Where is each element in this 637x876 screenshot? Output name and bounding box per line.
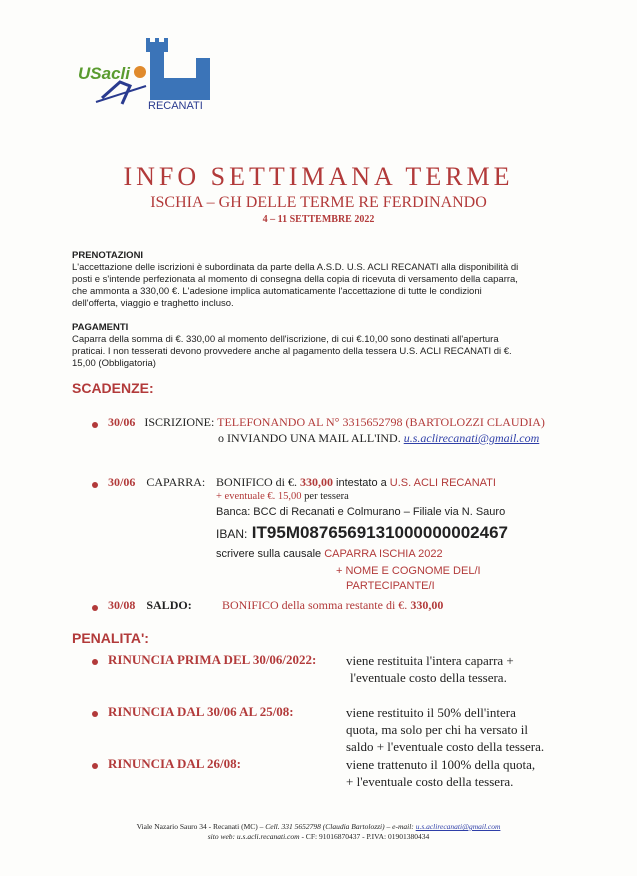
- penalita-label: RINUNCIA PRIMA DEL 30/06/2022:: [108, 652, 317, 667]
- pagamenti-heading: PAGAMENTI: [72, 322, 129, 333]
- pagamenti-line: Caparra della somma di €. 330,00 al momento dell'iscrizione, di cui €.10,00 sono destinati all'apertura: [72, 334, 499, 345]
- caparra-amount: 330,00: [300, 475, 334, 489]
- iscrizione-email-link[interactable]: u.s.aclirecanati@gmail.com: [403, 431, 540, 445]
- footer-cf: - CF: 91016870437: [301, 832, 361, 841]
- saldo-amount: 330,00: [410, 598, 444, 612]
- bullet-icon: [92, 711, 98, 717]
- footer-piva: - P.IVA: 01901380434: [362, 832, 430, 841]
- bullet-icon: [92, 605, 98, 611]
- footer-address: Viale Nazario Sauro 34 - Recanati (MC) –: [136, 822, 264, 831]
- iscrizione-row-2: [218, 431, 539, 446]
- saldo-date: 30/08: [108, 598, 136, 612]
- footer-line-2: [0, 832, 637, 841]
- caparra-tessera: [216, 491, 349, 502]
- penalita-desc-line: quota, ma solo per chi ha versato il: [346, 722, 528, 737]
- page-title: INFO SETTIMANA TERME: [123, 162, 514, 191]
- saldo-text-prefix: BONIFICO della somma restante di €.: [222, 598, 408, 612]
- penalita-label: RINUNCIA DAL 30/06 AL 25/08:: [108, 704, 294, 719]
- penalita-desc-line: l'eventuale costo della tessera.: [350, 670, 507, 685]
- caparra-causale-row: [216, 548, 443, 560]
- subtitle: ISCHIA – GH DELLE TERME RE FERDINANDO: [150, 194, 487, 211]
- scadenze-heading: SCADENZE:: [72, 380, 154, 396]
- caparra-bonifico-prefix: BONIFICO di €.: [216, 475, 298, 489]
- penalita-desc: [346, 756, 535, 790]
- pagamenti-line: praticai. I non tesserati devono provvedere anche al pagamento della tessera U.S. ACLI RECANATI di €.: [72, 346, 512, 357]
- caparra-iban-label: IBAN:: [216, 527, 248, 541]
- caparra-date: 30/06: [108, 475, 136, 489]
- iscrizione-row: [108, 415, 545, 430]
- prenotazioni-line: che ammonta a 330,00 €. L'adesione implica automaticamente l'accettazione di tutte le condizioni: [72, 286, 482, 297]
- bullet-icon: [92, 422, 98, 428]
- caparra-causale-prefix: scrivere sulla causale: [216, 548, 322, 560]
- prenotazioni-line: L'accettazione delle iscrizioni è subordinata da parte della A.S.D. U.S. ACLI RECANATI alla disponibilità di: [72, 262, 519, 273]
- footer-email-link[interactable]: u.s.aclirecanati@gmail.com: [415, 822, 501, 831]
- caparra-causale-2: + NOME E COGNOME DEL/I: [336, 565, 481, 577]
- iscrizione-label: ISCRIZIONE:: [144, 415, 215, 429]
- caparra-iban-row: [216, 523, 508, 543]
- bullet-icon: [92, 659, 98, 665]
- bullet-icon: [92, 763, 98, 769]
- penalita-desc-line: viene restituito il 50% dell'intera: [346, 705, 516, 720]
- penalita-desc: [346, 652, 514, 686]
- dates: 4 – 11 SETTEMBRE 2022: [262, 214, 375, 225]
- footer-line-1: [0, 822, 637, 831]
- caparra-tessera-suffix: per tessera: [304, 491, 349, 502]
- caparra-row: [108, 475, 205, 490]
- caparra-bonifico: [216, 475, 496, 490]
- saldo-row: [108, 598, 192, 613]
- caparra-causale: CAPARRA ISCHIA 2022: [324, 548, 443, 560]
- saldo-label: SALDO:: [146, 598, 192, 612]
- prenotazioni-line: dell'offerta, viaggio e traghetto incluso.: [72, 298, 234, 309]
- iscrizione-date: 30/06: [108, 415, 136, 429]
- penalita-heading: PENALITA':: [72, 630, 149, 646]
- logo-brand: USacli: [78, 64, 130, 83]
- iscrizione-text: TELEFONANDO AL N° 3315652798 (BARTOLOZZI CLAUDIA): [217, 415, 545, 429]
- footer-cell: Cell. 331 5652798 (Claudia Bartolozzi): [265, 822, 385, 831]
- penalita-label: RINUNCIA DAL 26/08:: [108, 756, 241, 771]
- prenotazioni-section: [72, 250, 572, 310]
- bullet-icon: [92, 482, 98, 488]
- caparra-intestato: intestato a: [336, 477, 387, 489]
- prenotazioni-line: posti e s'intende perfezionata al momento di consegna della copia di ricevuta di versamento della caparra,: [72, 274, 518, 285]
- caparra-banca: Banca: BCC di Recanati e Colmurano – Filiale via N. Sauro: [216, 506, 506, 518]
- penalita-desc-line: saldo + l'eventuale costo della tessera.: [346, 739, 545, 754]
- caparra-label: CAPARRA:: [146, 475, 206, 489]
- penalita-desc-line: viene restituita l'intera caparra +: [346, 653, 514, 668]
- penalita-desc: [346, 704, 544, 755]
- caparra-iban: IT95M0876569131000000002467: [251, 523, 508, 542]
- caparra-beneficiary: U.S. ACLI RECANATI: [389, 477, 496, 489]
- pagamenti-line: 15,00 (Obbligatoria): [72, 358, 156, 369]
- footer-site-label: sito web:: [207, 832, 236, 841]
- penalita-desc-line: + l'eventuale costo della tessera.: [346, 774, 514, 789]
- pagamenti-section: [72, 322, 572, 370]
- prenotazioni-heading: PRENOTAZIONI: [72, 250, 144, 261]
- caparra-causale-3: PARTECIPANTE/I: [346, 580, 435, 592]
- footer-email-label: – e-mail:: [386, 822, 414, 831]
- logo: [76, 38, 216, 120]
- caparra-tessera-amount: + eventuale €. 15,00: [216, 491, 302, 502]
- logo-town: RECANATI: [148, 100, 203, 112]
- iscrizione-mail-prefix: o INVIANDO UNA MAIL ALL'IND.: [218, 431, 401, 445]
- penalita-desc-line: viene trattenuto il 100% della quota,: [346, 757, 536, 772]
- footer-site[interactable]: u.s.acli.recanati.com: [236, 832, 300, 841]
- saldo-text: [222, 598, 443, 613]
